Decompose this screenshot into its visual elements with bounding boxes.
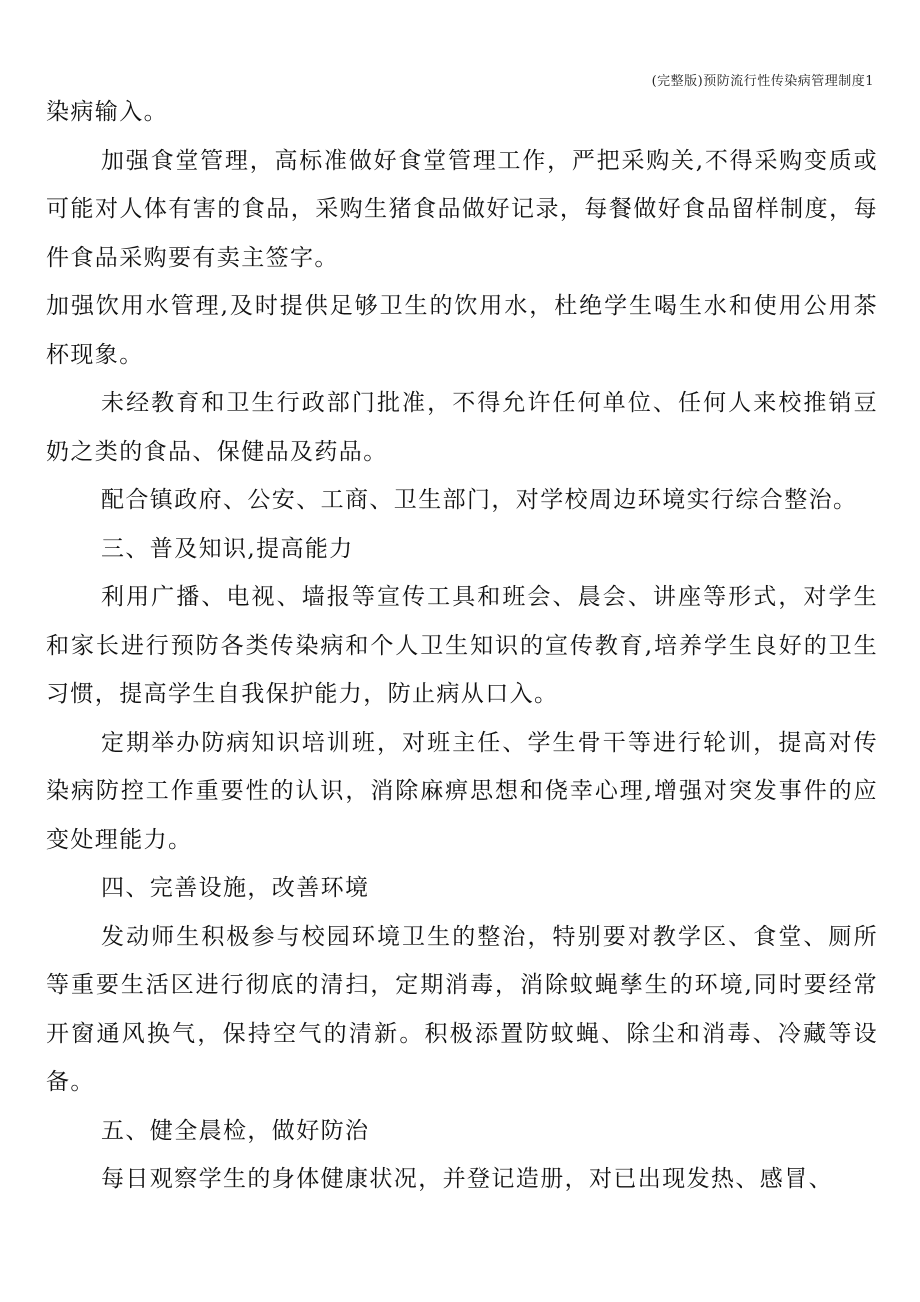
paragraph-publicity-education: 利用广播、电视、墙报等宣传工具和班会、晨会、讲座等形式，对学生和家长进行预防各类传染病和个人卫生知识的宣传教育,培养学生良好的卫生习惯，提高学生自我保护能力，防止病从口入。 — [46, 584, 878, 707]
paragraph-sales-ban: 未经教育和卫生行政部门批准，不得允许任何单位、任何人来校推销豆奶之类的食品、保健品及药品。 — [46, 390, 878, 465]
paragraph-training: 定期举办防病知识培训班，对班主任、学生骨干等进行轮训，提高对传染病防控工作重要性的认识，消除麻痹思想和侥幸心理,增强对突发事件的应变处理能力。 — [46, 729, 878, 853]
paragraph-drinking-water: 加强饮用水管理,及时提供足够卫生的饮用水，杜绝学生喝生水和使用公用茶杯现象。 — [46, 293, 878, 368]
paragraph-canteen-management: 加强食堂管理，高标准做好食堂管理工作，严把采购关,不得采购变质或可能对人体有害的食品，采购生猪食品做好记录，每餐做好食品留样制度，每件食品采购要有卖主签字。 — [46, 147, 878, 271]
paragraph-environment-cooperation: 配合镇政府、公安、工商、卫生部门，对学校周边环境实行综合整治。 — [101, 487, 858, 513]
section-heading-3: 三、普及知识,提高能力 — [101, 535, 354, 562]
paragraph-intro-continuation: 染病输入。 — [46, 99, 168, 125]
paragraph-campus-cleanup: 发动师生积极参与校园环境卫生的整治，特别要对教学区、食堂、厕所等重要生活区进行彻底的清扫，定期消毒，消除蚊蝇孳生的环境,同时要经常开窗通风换气，保持空气的清新。积极添置防蚊蝇、除尘和消毒、冷藏等设备。 — [46, 923, 878, 1095]
paragraph-morning-check: 每日观察学生的身体健康状况，并登记造册，对已出现发热、感冒、 — [101, 1166, 833, 1192]
document-body — [46, 88, 878, 1204]
page-header: (完整版)预防流行性传染病管理制度1 — [651, 74, 874, 89]
section-heading-4: 四、完善设施，改善环境 — [101, 875, 370, 901]
section-heading-5: 五、健全晨检，做好防治 — [101, 1117, 370, 1144]
